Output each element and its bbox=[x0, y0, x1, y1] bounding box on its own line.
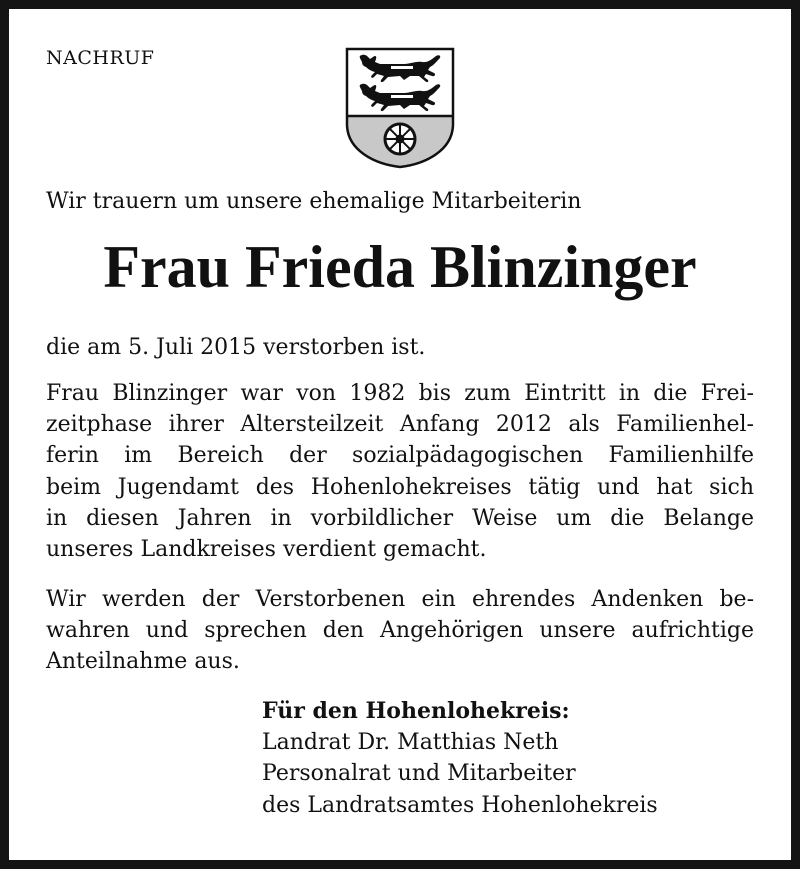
signature-heading: Für den Hohenlohekreis: bbox=[262, 698, 570, 724]
text-line: beim Jugendamt des Hohenlohekreises tätig und hat sich bbox=[46, 474, 754, 500]
signature-line: Landrat Dr. Matthias Neth bbox=[262, 730, 559, 756]
text-line: Anteilnahme aus. bbox=[46, 649, 240, 675]
paragraph-career bbox=[46, 378, 754, 565]
crest-wheel bbox=[385, 124, 415, 154]
coat-of-arms-icon bbox=[344, 46, 456, 170]
death-date-text: die am 5. Juli 2015 verstorben ist. bbox=[46, 335, 426, 360]
signature-block bbox=[262, 696, 658, 821]
text-line: zeitphase ihrer Altersteilzeit Anfang 2012 als Familienhel- bbox=[46, 412, 754, 438]
signature-line: des Landratsamtes Hohenlohekreis bbox=[262, 792, 658, 818]
notice-label: NACHRUF bbox=[46, 47, 155, 69]
text-line: unseres Landkreises verdient gemacht. bbox=[46, 537, 487, 563]
intro-text: Wir trauern um unsere ehemalige Mitarbeiterin bbox=[46, 189, 582, 214]
text-line: wahren und sprechen den Angehörigen unsere aufrichtige bbox=[46, 618, 754, 644]
deceased-name: Frau Frieda Blinzinger bbox=[103, 234, 697, 300]
text-line: Frau Blinzinger war von 1982 bis zum Eintritt in die Frei- bbox=[46, 381, 754, 406]
crest-lion-upper bbox=[360, 55, 441, 82]
text-line: in diesen Jahren in vorbildlicher Weise um die Belange bbox=[46, 505, 754, 531]
text-line: Wir werden der Verstorbenen ein ehrendes Andenken be- bbox=[46, 587, 754, 612]
crest-lion-lower bbox=[360, 84, 441, 111]
text-line: ferin im Bereich der sozialpädagogischen Familienhilfe bbox=[46, 443, 754, 469]
paragraph-condolence bbox=[46, 584, 754, 678]
signature-line: Personalrat und Mitarbeiter bbox=[262, 761, 576, 787]
